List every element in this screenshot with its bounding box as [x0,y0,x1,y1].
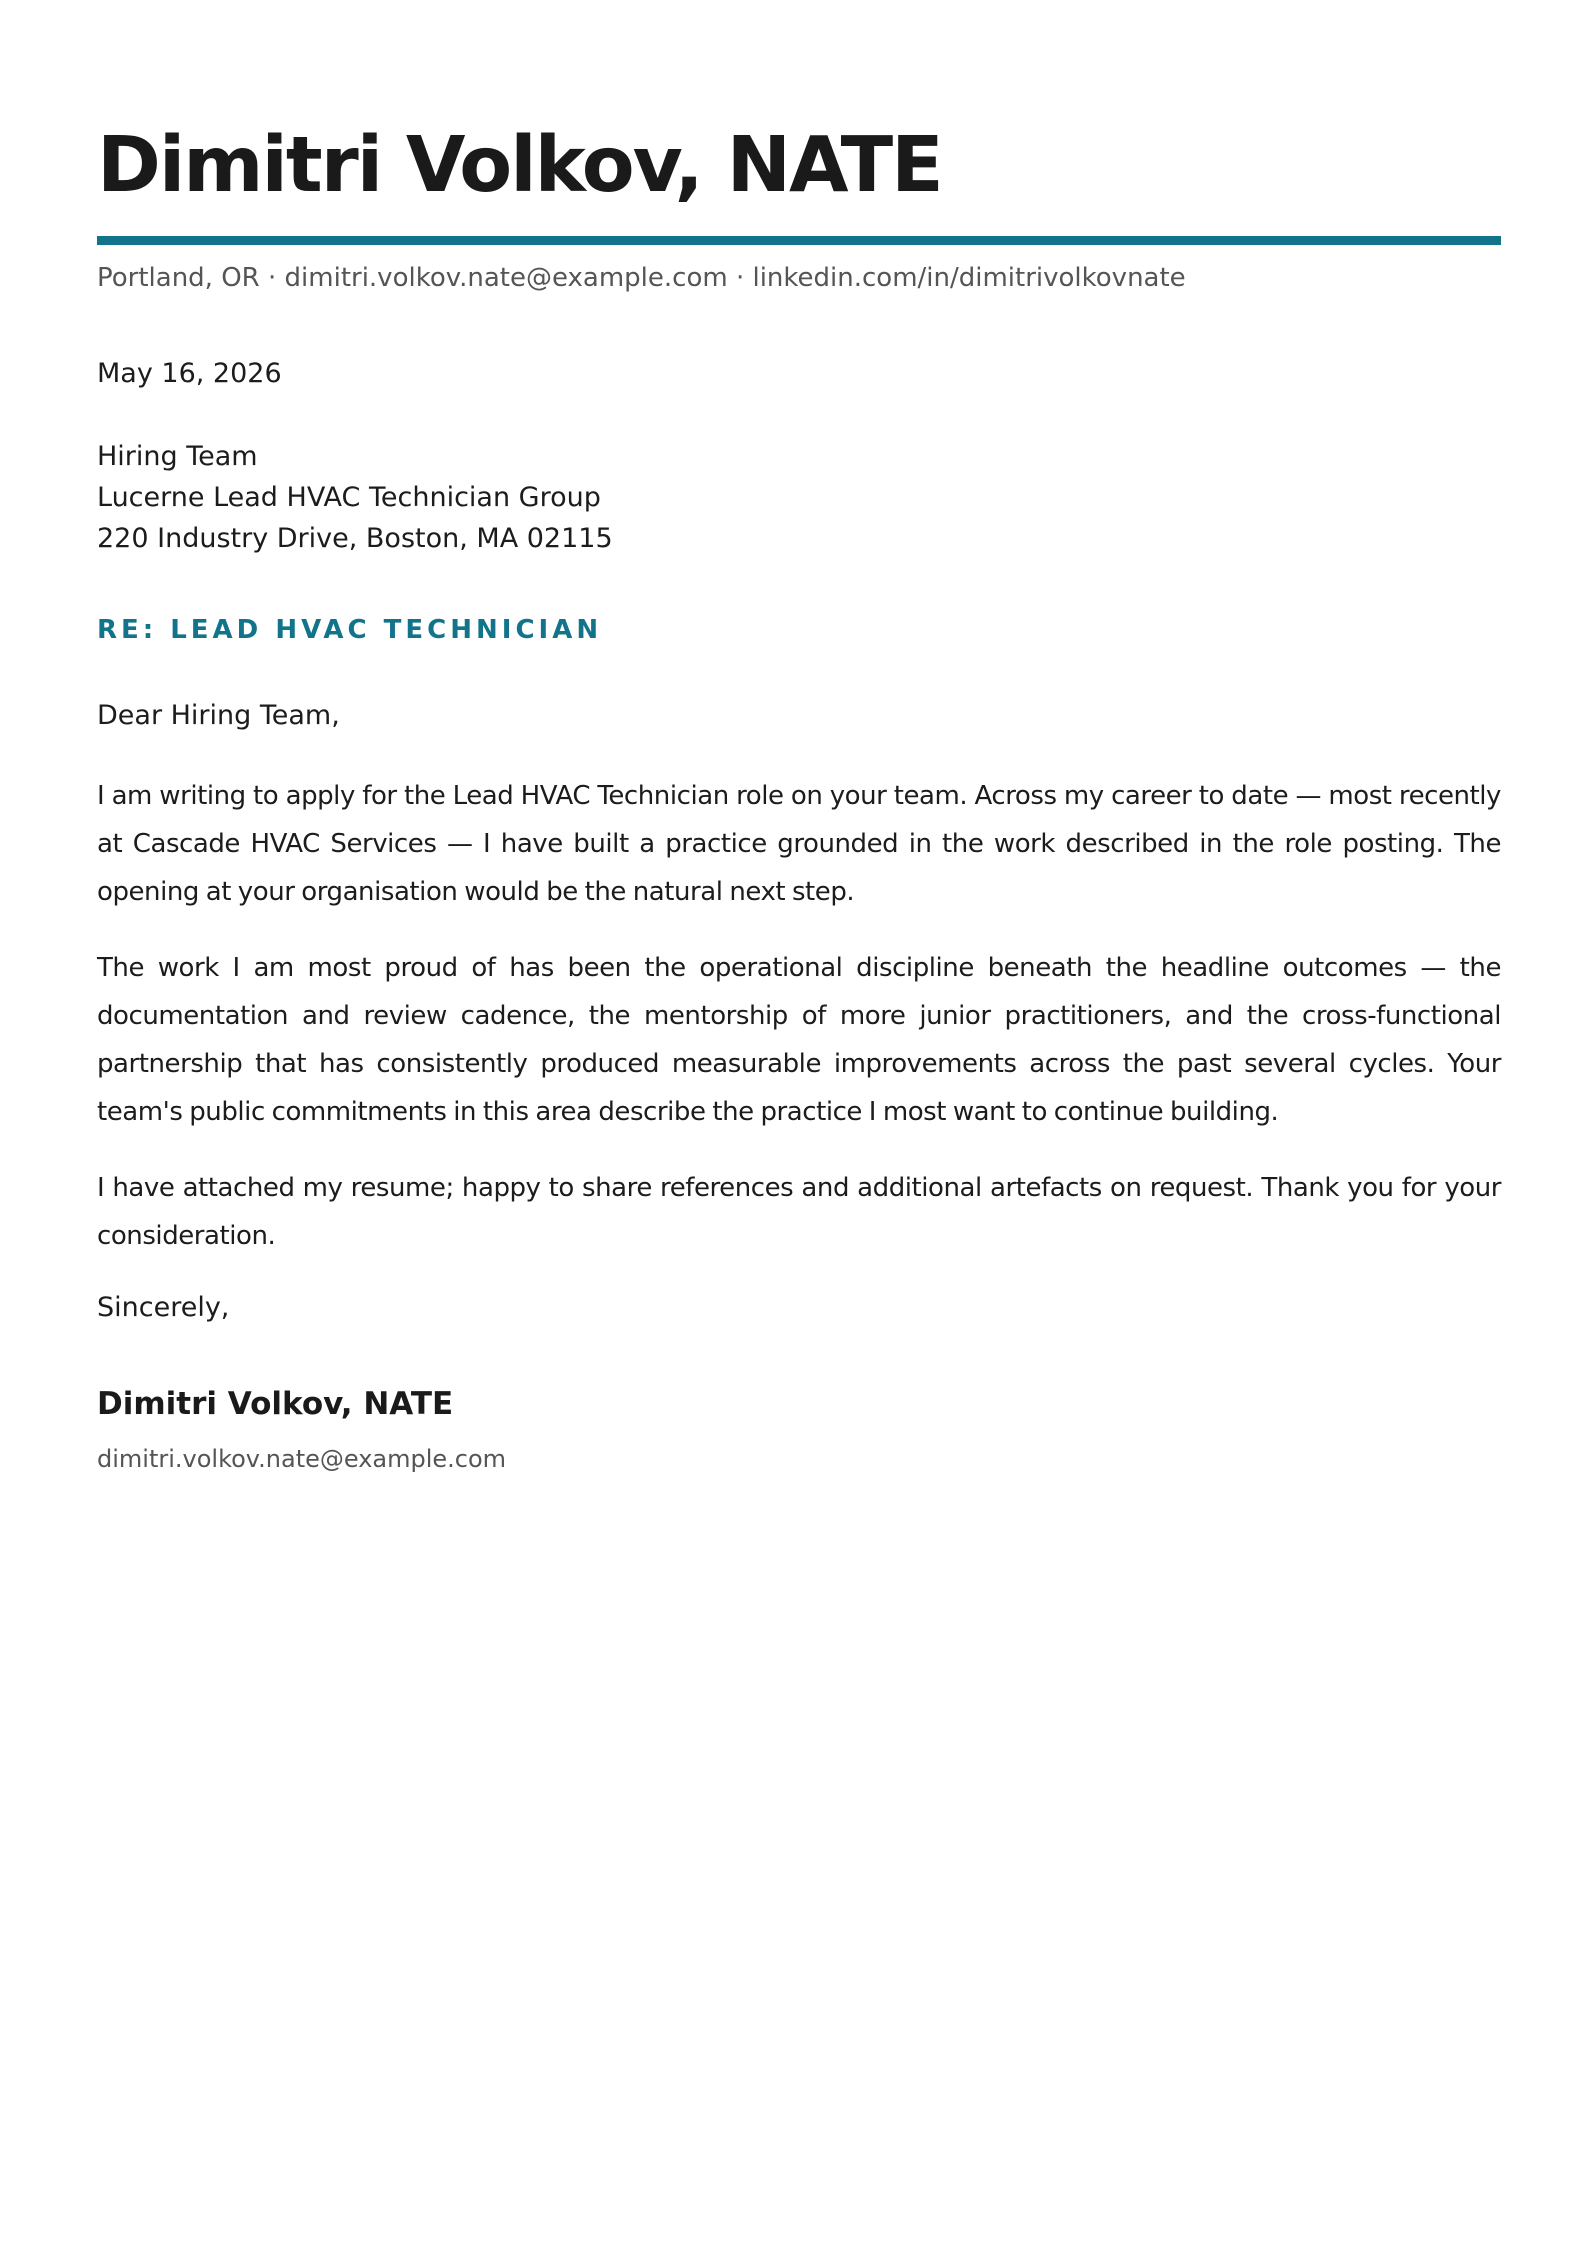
subject-line: RE: LEAD HVAC TECHNICIAN [97,615,603,645]
contact-line: Portland, OR · dimitri.volkov.nate@example.com · linkedin.com/in/dimitrivolkovnate [97,263,1186,293]
signature-name: Dimitri Volkov, NATE [97,1386,454,1422]
letter-date: May 16, 2026 [97,358,282,389]
header-divider [97,236,1501,245]
recipient-line: Hiring Team [97,441,258,472]
recipient-address: 220 Industry Drive, Boston, MA 02115 [97,523,613,554]
recipient-company: Lucerne Lead HVAC Technician Group [97,482,601,513]
closing: Sincerely, [97,1292,230,1323]
applicant-name: Dimitri Volkov, NATE [97,121,942,210]
body-paragraph: The work I am most proud of has been the operational discipline beneath the headline outcomes — the documentation and review cadence, the mentorship of more junior practitioners, and the cross-functional partnership that has consistently produced measurable improvements across the past several cycles. Your team's public commitments in this area describe the practice I most want to continue building. [97,953,1501,1127]
body-paragraph: I am writing to apply for the Lead HVAC Technician role on your team. Across my career to date — most recently at Cascade HVAC Services — I have built a practice grounded in the work described in the role posting. The opening at your organisation would be the natural next step. [97,781,1501,907]
letter-body [97,772,1501,1288]
recipient-block [97,436,613,559]
signature-email: dimitri.volkov.nate@example.com [97,1445,507,1473]
salutation: Dear Hiring Team, [97,700,340,731]
body-paragraph: I have attached my resume; happy to share references and additional artefacts on request. Thank you for your consideration. [97,1173,1501,1251]
